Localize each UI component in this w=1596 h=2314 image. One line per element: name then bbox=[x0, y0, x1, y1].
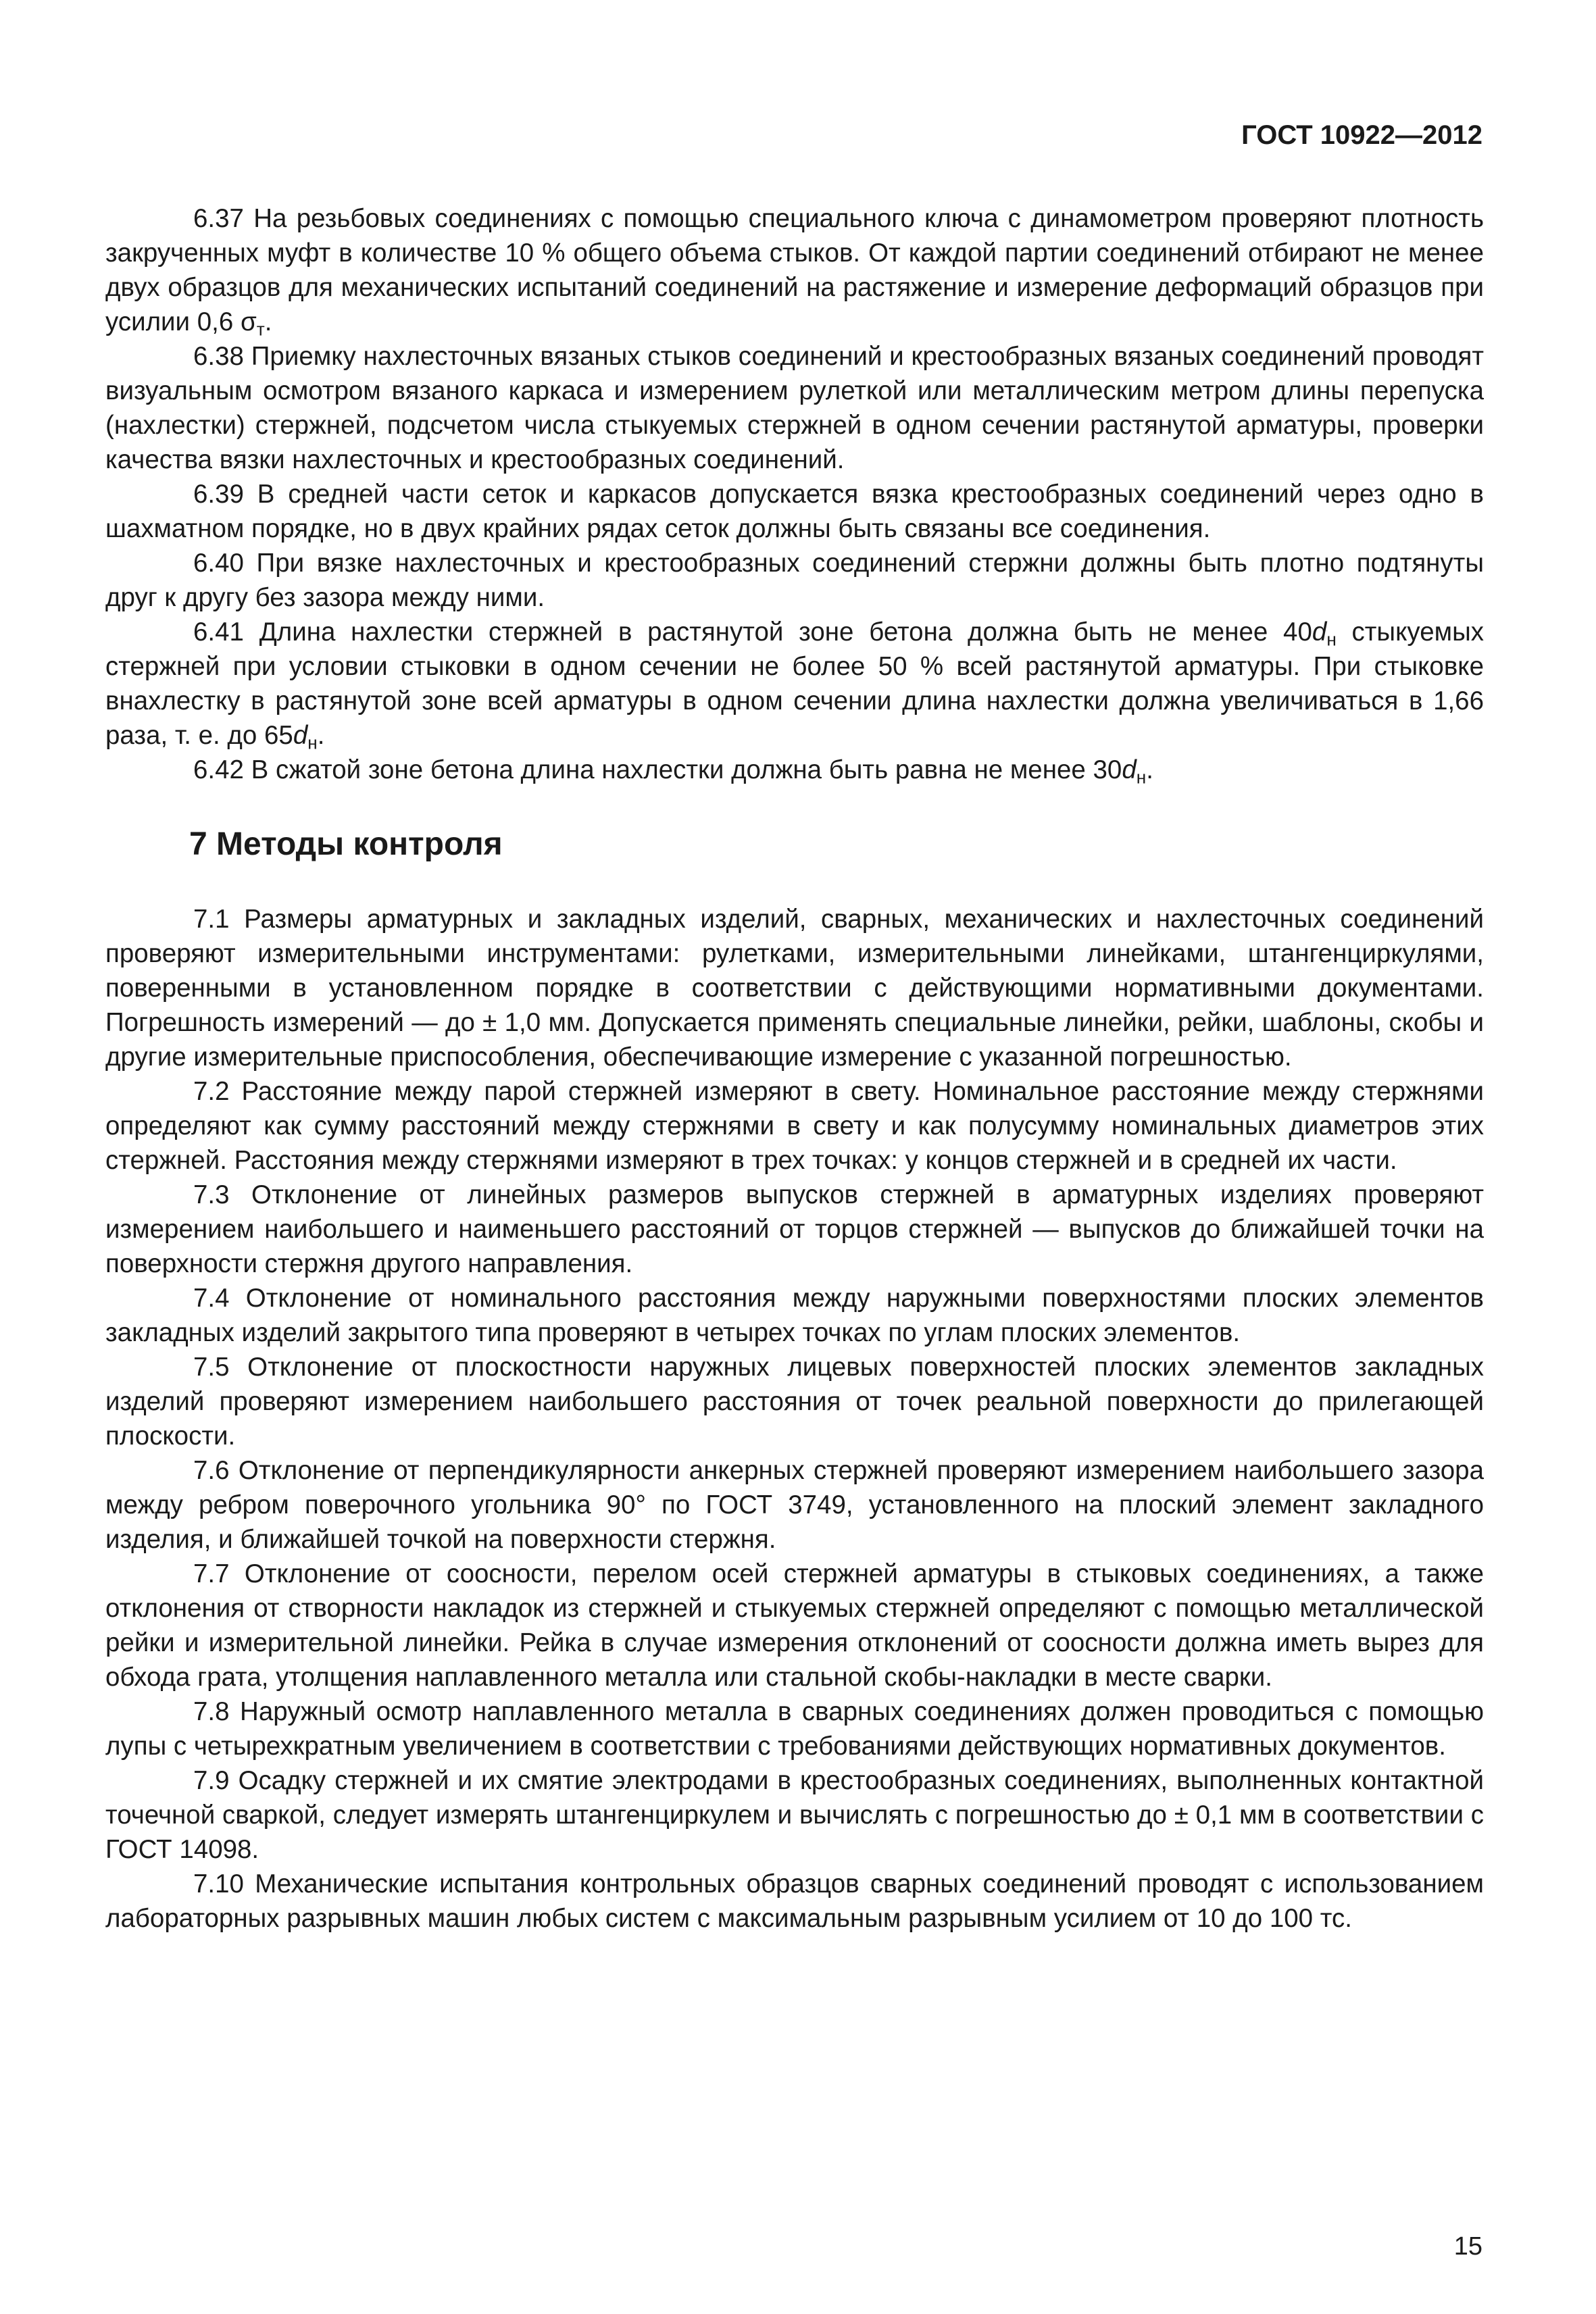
subscript-t: т bbox=[256, 319, 265, 340]
subscript-n: н bbox=[307, 732, 318, 753]
paragraph-7-2: 7.2 Расстояние между парой стержней измеряют в свету. Номинальное расстояние между стержнями определяют как сумму расстояний между стержнями в свету и как полусумму номинальных диаметров этих стержней. Расстояния между стержнями измеряют в трех точках: у концов стержней и в средней их части. bbox=[105, 1077, 1484, 1175]
paragraph-6-42: 6.42 В сжатой зоне бетона длина нахлестки должна быть равна не менее $30d_н$. bbox=[193, 755, 1153, 788]
paragraph-7-6: 7.6 Отклонение от перпендикулярности анкерных стержней проверяют измерением наибольшего зазора между ребром поверочного угольника 90° по ГОСТ 3749, установленного на плоский элемент закладного изделия, и ближайшей точкой на поверхности стержня. bbox=[105, 1456, 1484, 1554]
variable-d: d bbox=[1122, 755, 1137, 784]
document-header: ГОСТ 10922—2012 bbox=[1241, 120, 1482, 150]
paragraph-6-40: 6.40 При вязке нахлесточных и крестообразных соединений стержни должны быть плотно подтянуты друг к другу без зазора между ними. bbox=[105, 549, 1484, 612]
paragraph-7-10: 7.10 Механические испытания контрольных образцов сварных соединений проводят с использованием лабораторных разрывных машин любых систем с максимальным разрывным усилием от 10 до 100 тс. bbox=[105, 1869, 1484, 1933]
variable-d: d bbox=[293, 721, 308, 750]
paragraph-7-8: 7.8 Наружный осмотр наплавленного металла в сварных соединениях должен проводиться с помощью лупы с четырехкратным увеличением в соответствии с требованиями действующих нормативных документов. bbox=[105, 1697, 1484, 1761]
paragraph-7-5: 7.5 Отклонение от плоскостности наружных лицевых поверхностей плоских элементов закладных изделий проверяют измерением наибольшего расстояния от точек реальной поверхности до прилегающей плоскости. bbox=[105, 1353, 1484, 1451]
section-6-body bbox=[105, 201, 1484, 787]
section-7-title: 7 Методы контроля bbox=[189, 826, 503, 862]
paragraph-7-4: 7.4 Отклонение от номинального расстояния между наружными поверхностями плоских элементов закладных изделий закрытого типа проверяют в четырех точках по углам плоских элементов. bbox=[105, 1284, 1484, 1347]
paragraph-7-1: 7.1 Размеры арматурных и закладных изделий, сварных, механических и нахлесточных соединений проверяют измерительными инструментами: рулетками, измерительными линейками, штангенциркулями, поверенными в установленном порядке в соответствии с действующими нормативными документами. Погрешность измерений — до ± 1,0 мм. Допускается применять специальные линейки, рейки, шаблоны, скобы и другие измерительные приспособления, обеспечивающие измерение с указанной погрешностью. bbox=[105, 905, 1484, 1072]
section-7-body bbox=[105, 902, 1484, 1936]
page-number: 15 bbox=[1453, 2232, 1482, 2261]
subscript-n: н bbox=[1326, 629, 1337, 650]
paragraph-6-38: 6.38 Приемку нахлесточных вязаных стыков соединений и крестообразных вязаных соединений проводят визуальным осмотром вязаного каркаса и измерением рулеткой или металлическим метром длины перепуска (нахлестки) стержней, подсчетом числа стыкуемых стержней в одном сечении растянутой арматуры, проверки качества вязки нахлесточных и крестообразных соединений. bbox=[105, 342, 1484, 474]
paragraph-6-39: 6.39 В средней части сеток и каркасов допускается вязка крестообразных соединений через одно в шахматном порядке, но в двух крайних рядах сеток должны быть связаны все соединения. bbox=[105, 480, 1484, 543]
paragraph-7-7: 7.7 Отклонение от соосности, перелом осей стержней арматуры в стыковых соединениях, а также отклонения от створности накладок из стержней и стыкуемых стержней определяют с помощью металлической рейки и измерительной линейки. Рейка в случае измерения отклонений от соосности должна иметь вырез для обхода грата, утолщения наплавленного металла или стальной скобы-накладки в месте сварки. bbox=[105, 1559, 1484, 1692]
subscript-n: н bbox=[1136, 767, 1147, 788]
paragraph-6-37: 6.37 На резьбовых соединениях с помощью специального ключа с динамометром проверяют плотность закрученных муфт в количестве 10 % общего объема стыков. От каждой партии соединений отбирают не менее двух образцов для механических испытаний соединений на растяжение и измерение деформаций образцов при усилии 0,6 $\sigma_т$. bbox=[105, 204, 1484, 340]
variable-d: d bbox=[1312, 618, 1327, 647]
paragraph-7-3: 7.3 Отклонение от линейных размеров выпусков стержней в арматурных изделиях проверяют измерением наибольшего и наименьшего расстояний от торцов стержней — выпусков до ближайшей точки на поверхности стержня другого направления. bbox=[105, 1180, 1484, 1278]
paragraph-7-9: 7.9 Осадку стержней и их смятие электродами в крестообразных соединениях, выполненных контактной точечной сваркой, следует измерять штангенциркулем и вычислять с погрешностью до ± 0,1 мм в соответствии с ГОСТ 14098. bbox=[105, 1766, 1484, 1864]
paragraph-6-41: 6.41 Длина нахлестки стержней в растянутой зоне бетона должна быть не менее $40d_н$ стыкуемых стержней при условии стыковки в одном сечении не более 50 % всей растянутой арматуры. При стыковке внахлестку в растянутой зоне всей арматуры в одном сечении длина нахлестки должна увеличиваться в 1,66 раза, т. е. до $65d_н$. bbox=[105, 618, 1485, 753]
